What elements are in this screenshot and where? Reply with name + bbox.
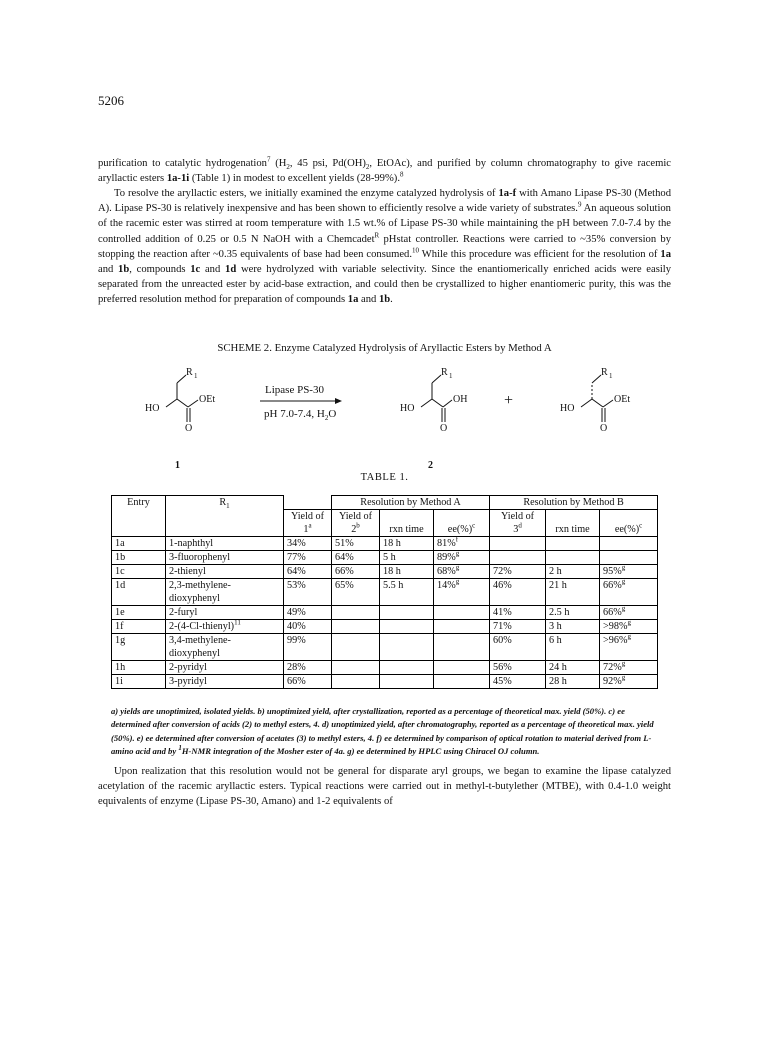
svg-text:1: 1 — [194, 372, 198, 380]
compound-1-label: 1 — [175, 460, 180, 471]
method-b-paragraph: Upon realization that this resolution would not be general for disparate aryl groups, we began to examine the lipase catalyzed acetylation of the racemic aryllactic esters. Typical reactions were carried out in methyl-t-butylether (MTBE), with 0.4-1.0 weight equivalents of enzyme (Lipase PS-30, Amano) and 1-2 equivalents of — [98, 766, 671, 808]
table-row: 1a 1-naphthyl 34% 51% 18 h 81%$^f$ — [112, 537, 658, 551]
scheme-title: SCHEME 2. Enzyme Catalyzed Hydrolysis of Aryllactic Esters by Method A — [217, 342, 552, 354]
header-ee-a: ee(%)$^c$ — [434, 510, 490, 537]
reaction-scheme — [130, 365, 650, 475]
header-method-a: Resolution by Method A — [332, 496, 490, 510]
svg-text:O: O — [440, 423, 448, 434]
header-ee-b: ee(%)$^c$ — [600, 510, 658, 537]
table-row: 1e 2-furyl 49% 41% 2.5 h 66%$^g$ — [112, 606, 658, 620]
reagent-label: Lipase PS-30 — [265, 384, 324, 396]
svg-text:R: R — [186, 367, 193, 378]
header-yield-2: Yield of 2$^b$ — [332, 510, 380, 537]
intro-paragraph: purification to catalytic hydrogenation$^7$ ($H_2$, 45 psi, $Pd(OH)_2$, EtOAc), and purified by column chromatography to give racemic aryllactic esters 1a-1i (Table 1) in modest to excellent yields (28-99%).$^8$ — [98, 155, 671, 185]
svg-text:1: 1 — [609, 372, 613, 380]
table-footnotes: a) yields are unoptimized, isolated yields. b) unoptimized yield, after crystallization, reported as a percentage of theoretical max. yield (50%). c) ee determined after conversion of acids (2) to methyl esters, 4. d) unoptimized yield, after chromatography, reported as a percentage of theoretical max. yield (50%). e) ee determined after conversion of acetates (3) to methyl esters, 4. f) ee determined by comparison of optical rotation to material derived from L-amino acid and by $^1$H-NMR integration of the Mosher ester of 4a. g) ee determined by HPLC using Chiracel OJ column. — [111, 706, 654, 756]
header-yield-1: Yield of 1$^a$ — [284, 510, 332, 537]
svg-text:R: R — [441, 367, 448, 378]
svg-text:O: O — [600, 423, 608, 434]
method-a-paragraph: To resolve the aryllactic esters, we initially examined the enzyme catalyzed hydrolysis of 1a-f with Amano Lipase PS-30 (Method A). Lipase PS-30 is relatively inexpensive and has been shown to efficiently resolve a wide variety of substrates.$^9$ An aqueous solution of the racemic ester was stirred at room temperature with 1.5 wt.% of Lipase PS-30 while maintaining the pH between 7.0-7.4 by the controlled addition of 0.25 or 0.5 N NaOH with a Chemcadet$^R$ pHstat controller. Reactions were carried to ~35% conversion by stopping the reaction after ~0.35 equivalents of base had been consumed.$^{10}$ While this procedure was efficient for the resolution of 1a and 1b, compounds 1c and 1d were hydrolyzed with variable selectivity. Since the enantiomerically enriched acids were easily separated from the unreacted ester by acid-base extraction, and could then be crystallized to higher enantiomeric purity, this was the preferred resolution method for preparation of compounds 1a and 1b. — [98, 188, 671, 306]
header-method-b: Resolution by Method B — [490, 496, 658, 510]
table-row: 1f 2-(4-Cl-thienyl)$^{11}$ 40% 71% 3 h >98%$^g$ — [112, 620, 658, 634]
table-caption: TABLE 1. — [360, 472, 409, 483]
header-r1: $R_1$ — [166, 496, 284, 537]
page-number: 5206 — [98, 93, 124, 108]
svg-text:HO: HO — [560, 403, 575, 414]
svg-text:OEt: OEt — [614, 394, 631, 405]
table-row: 1g 3,4-methylene-dioxyphenyl 99% 60% 6 h >96%$^g$ — [112, 634, 658, 661]
svg-text:HO: HO — [400, 403, 415, 414]
svg-text:R: R — [601, 367, 608, 378]
plus-sign: + — [504, 392, 514, 409]
table-row: 1c 2-thienyl 64% 66% 18 h 68%$^g$ 72% 2 h 95%$^g$ — [112, 565, 658, 579]
ester-structure — [560, 367, 630, 434]
table-row: 1h 2-pyridyl 28% 56% 24 h 72%$^g$ — [112, 661, 658, 675]
svg-text:HO: HO — [145, 403, 160, 414]
compound-2-label: 2 — [428, 460, 433, 471]
svg-text:pH 7.0-7.4, H2O: pH 7.0-7.4, $H_2O$ — [264, 408, 337, 422]
svg-text:O: O — [185, 423, 193, 434]
svg-text:OH: OH — [453, 394, 468, 405]
compound-1-structure — [145, 367, 215, 434]
table-row: 1d 2,3-methylene-dioxyphenyl 53% 65% 5.5 h 14%$^g$ 46% 21 h 66%$^g$ — [112, 579, 658, 606]
table-row: 1i 3-pyridyl 66% 45% 28 h 92%$^g$ — [112, 675, 658, 689]
compound-2-structure — [400, 367, 467, 434]
header-entry: Entry — [112, 496, 166, 537]
header-yield-3: Yield of 3$^d$ — [490, 510, 546, 537]
results-table — [111, 495, 658, 689]
table-row: 1b 3-fluorophenyl 77% 64% 5 h 89%$^g$ — [112, 551, 658, 565]
svg-text:1: 1 — [449, 372, 453, 380]
header-rxn-time-b: rxn time — [546, 510, 600, 537]
header-rxn-time-a: rxn time — [380, 510, 434, 537]
svg-text:OEt: OEt — [199, 394, 216, 405]
